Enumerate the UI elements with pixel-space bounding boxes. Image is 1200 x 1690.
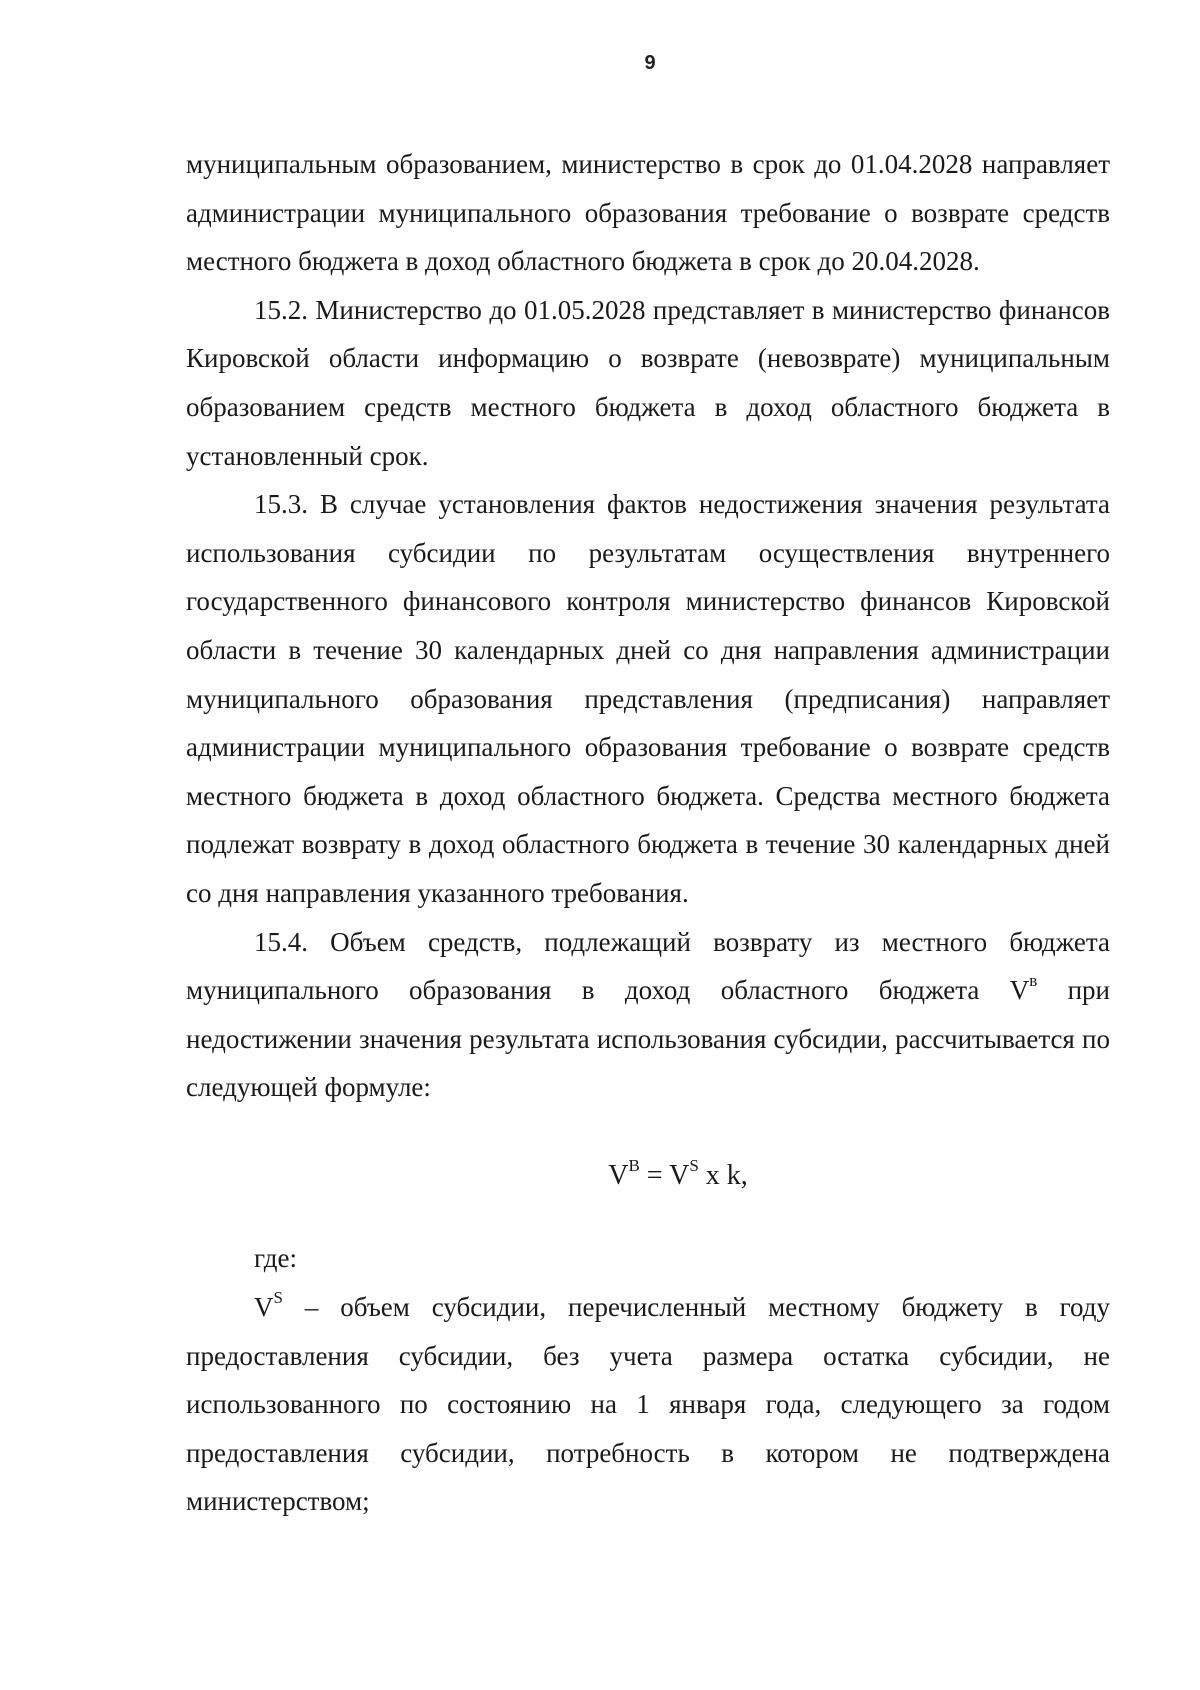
superscript-v: в xyxy=(1029,971,1038,991)
where-label: где: xyxy=(254,1243,297,1274)
definition-v: V xyxy=(254,1292,274,1323)
paragraph-15-2: 15.2. Министерство до 01.05.2028 представляет в министерство финансов Кировской области информацию о возврате (невозврате) муниципальным образованием средств местного бюджета в доход областного бюджета в установленный срок. xyxy=(186,294,1110,471)
document-body xyxy=(186,140,1110,1526)
definition-text: – объем субсидии, перечисленный местному бюджету в году предоставления субсидии, без учета размера остатка субсидии, не использованного по состоянию на 1 января года, следующего за годом предоставления субсидии, потребность в котором не подтверждена министерством; xyxy=(186,1292,1110,1517)
formula-end: x k, xyxy=(698,1159,748,1191)
formula-superscript-b: B xyxy=(628,1155,640,1175)
definition-superscript-s: S xyxy=(273,1288,283,1308)
formula-middle: = V xyxy=(639,1159,690,1191)
paragraph-15-3: 15.3. В случае установления фактов недостижения значения результата использования субсидии по результатам осуществления внутреннего государственного финансового контроля министерство финансов Кировской области в течение 30 календарных дней со дня направления администрации муниципального образования представления (предписания) направляет администрации муниципального образования требование о возврате средств местного бюджета в доход областного бюджета. Средства местного бюджета подлежат возврату в доход областного бюджета в течение 30 календарных дней со дня направления указанного требования. xyxy=(186,489,1110,908)
formula-v: V xyxy=(608,1159,629,1191)
formula xyxy=(186,1152,1110,1201)
page-number: 9 xyxy=(644,52,656,74)
paragraph-continuation: муниципальным образованием, министерство в срок до 01.04.2028 направляет администрации муниципального образования требование о возврате средств местного бюджета в доход областного бюджета в срок до 20.04.2028. xyxy=(186,149,1110,277)
paragraph-15-4-text-end: при недостижении значения результата использования субсидии, рассчитывается по следующей формуле: xyxy=(186,975,1111,1103)
paragraph-15-4 xyxy=(186,918,1110,1112)
formula-superscript-s: S xyxy=(689,1155,699,1175)
definition-vs xyxy=(186,1283,1110,1526)
paragraph-15-4-text-start: 15.4. Объем средств, подлежащий возврату из местного бюджета муниципального образования в доход областного бюджета V xyxy=(186,926,1110,1006)
